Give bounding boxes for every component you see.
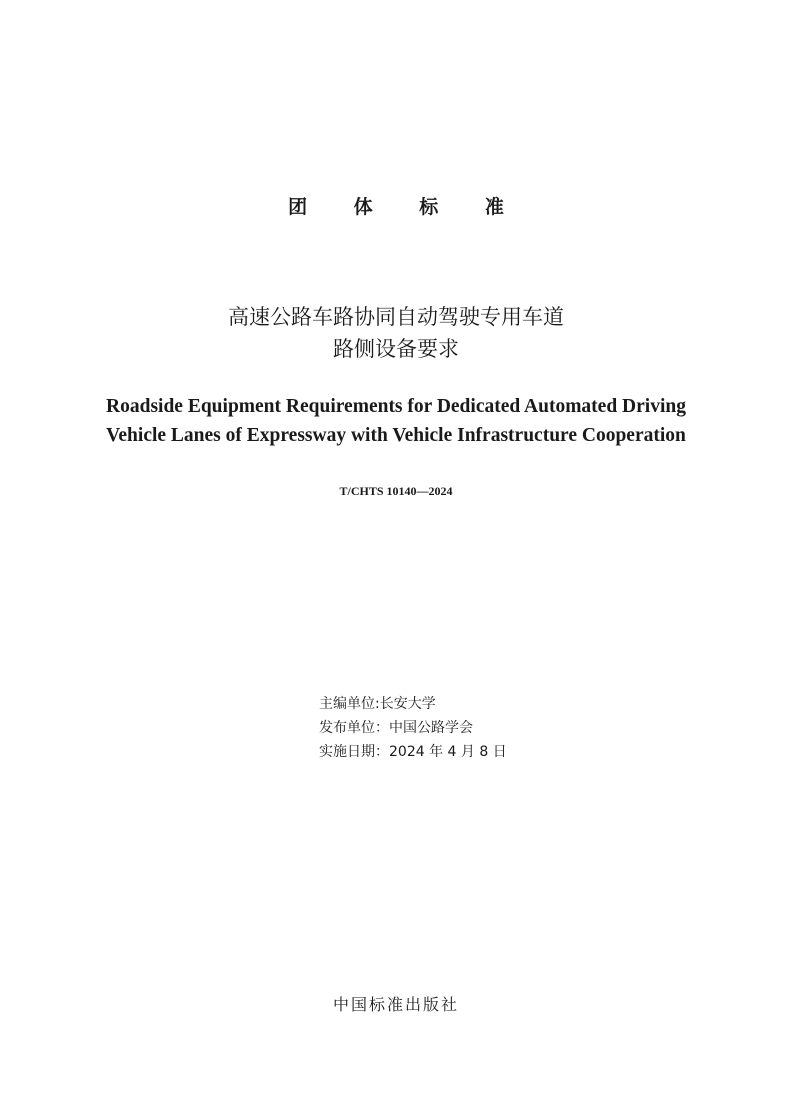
chinese-title-line-1: 高速公路车路协同自动驾驶专用车道 <box>228 305 564 329</box>
editor-unit: 主编单位:长安大学 <box>319 696 436 712</box>
publisher: 中国标准出版社 <box>332 995 459 1014</box>
standard-number: T/CHTS 10140—2024 <box>339 484 453 498</box>
standard-category: 团 体 标 准 <box>288 196 524 218</box>
english-title-line-2: Vehicle Lanes of Expressway with Vehicle Infrastructure Cooperation <box>106 425 686 446</box>
effective-date: 实施日期：2024 年 4 月 8 日 <box>319 744 507 760</box>
english-title-line-1: Roadside Equipment Requirements for Dedicated Automated Driving <box>106 396 686 417</box>
chinese-title-line-2: 路侧设备要求 <box>333 337 459 361</box>
issuing-unit: 发布单位：中国公路学会 <box>319 720 473 736</box>
